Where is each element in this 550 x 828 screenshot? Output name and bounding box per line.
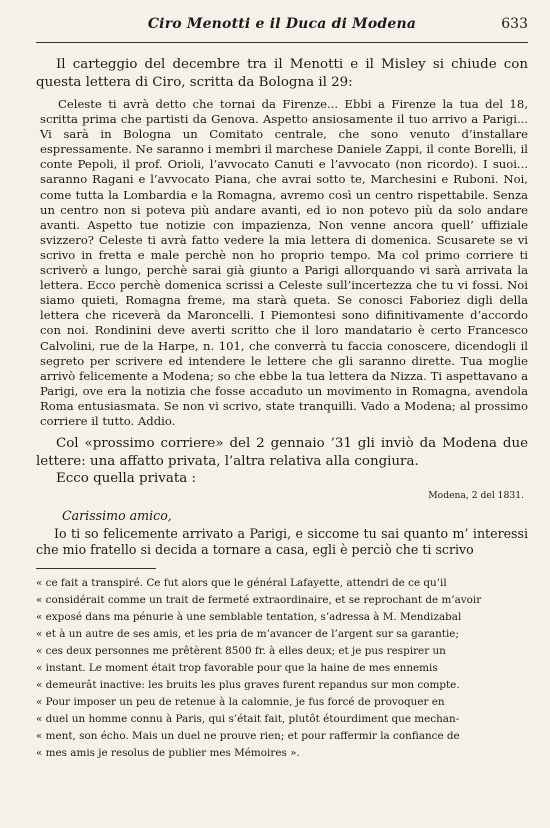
footnote-line: « considérait comme un trait de fermeté extraordinaire, et se reprochant de m’avoir — [36, 593, 482, 606]
footnote-line: « instant. Le moment était trop favorable pour que la haine de mes ennemis — [36, 661, 438, 674]
footnote-line: « ces deux personnes me prêtèrent 8500 fr. à elles deux; et je pus respirer un — [36, 644, 446, 657]
footnote-line: « ce fait a transpiré. Ce fut alors que le général Lafayette, attendri de ce qu’il — [36, 576, 447, 589]
running-header — [36, 16, 528, 38]
footnote — [36, 575, 528, 762]
footnote-rule — [36, 568, 156, 569]
footnote-line: « ment, son écho. Mais un duel ne prouve rien; et pour raffermir la confiance de — [36, 729, 460, 742]
dateline: Modena, 2 del 1831. — [428, 489, 524, 501]
salutation: Carissimo amico, — [62, 507, 172, 523]
dateline-row — [36, 488, 528, 504]
page-number: 633 — [501, 16, 528, 32]
intro-paragraph: Il carteggio del decembre tra il Menotti e il Misley si chiude con questa lettera di Ciro, scritta da Bologna il 29: — [36, 57, 528, 90]
footnote-line: « et à un autre de ses amis, et les pria de m’avancer de l’argent sur sa garantie; — [36, 627, 459, 640]
footnote-line: « demeurât inactive: les bruits les plus graves furent repandus sur mon compte. — [36, 678, 460, 691]
main-text — [36, 56, 528, 762]
header-rule — [36, 42, 528, 43]
quoted-letter: Celeste ti avrà detto che tornai da Firenze... Ebbi a Firenze la tua del 18, scritta prima che partisti da Genova. Aspetto ansiosamente il tuo arrivo a Parigi... Vi sarà in Bologna un Comitato centrale, che sono venuto d’installare espressamente. Ne saranno i membri il marchese Daniele Zappi, il conte Borelli, il conte Pepoli, il prof. Orioli, l’avvocato Canuti e l’avvocato (non ricordo). I suoi... saranno Ragani e l’avvocato Piana, che avrai sotto te, Marchesini e Ruboni. Noi, come tutta la Lombardia e la Romagna, avremo così un centro rispettabile. Senza un centro non si poteva più andare avanti, ed io non potevo più da solo andare avanti. Aspetto tue notizie con impazienza, Non venne ancora quell’ uffiziale svizzero? Celeste ti avrà fatto vedere la mia lettera di domenica. Scusarete se vi scrivo in fretta e male perchè non ho proprio tempo. Ma col primo corriere ti scriverò a lungo, perchè sarai già giunto a Parigi allorquando vi sarà arrivata la lettera. Ecco perchè domenica scrissi a Celeste sull’incertezza che tu vi fossi. Noi siamo quieti, Romagna freme, ma starà queta. Se conosci Faboriez digli della lettera che riceverà da Maroncelli. I Piemontesi sono difinitivamente d’accordo con noi. Rondinini deve averti scritto che il loro mandatario è certo Francesco Calvolini, rue de la Harpe, n. 101, che converrà tu faccia conoscere, dicendogli il segreto per scrivere ed intendere le lettere che gli saranno dirette. Tua moglie arrivò felicemente a Modena; so che ebbe la tua lettera da Nizza. Ti aspettavano a Parigi, ove era la notizia che fosse accaduto un movimento in Romagna, avendola Roma entusiasmata. Se non vi scrivo, state tranquilli. Vado a Modena; al prossimo corriere il tutto. Addio. — [40, 97, 528, 428]
second-paragraph: Col «prossimo corriere» del 2 gennaio ’31 gli inviò da Modena due lettere: una affatto privata, l’altra relativa alla congiura. — [36, 436, 528, 469]
footnote-line: « Pour imposer un peu de retenue à la calomnie, je fus forcé de provoquer en — [36, 695, 445, 708]
private-letter-intro: Ecco quella privata : — [56, 471, 196, 487]
footnote-line: « mes amis je resolus de publier mes Mémoires ». — [36, 746, 300, 759]
footnote-line: « duel un homme connu à Paris, qui s’était fait, plutôt étourdiment que mechan- — [36, 712, 460, 725]
private-letter-text: Io ti so felicemente arrivato a Parigi, e siccome tu sai quanto m’ interessi che mio fratello si decida a tornare a casa, egli è perciò che ti scrivo — [36, 525, 528, 557]
running-title: Ciro Menotti e il Duca di Modena — [147, 16, 417, 32]
footnote-line: « exposé dans ma pénurie à une semblable tentation, s’adressa à M. Mendizabal — [36, 610, 462, 623]
